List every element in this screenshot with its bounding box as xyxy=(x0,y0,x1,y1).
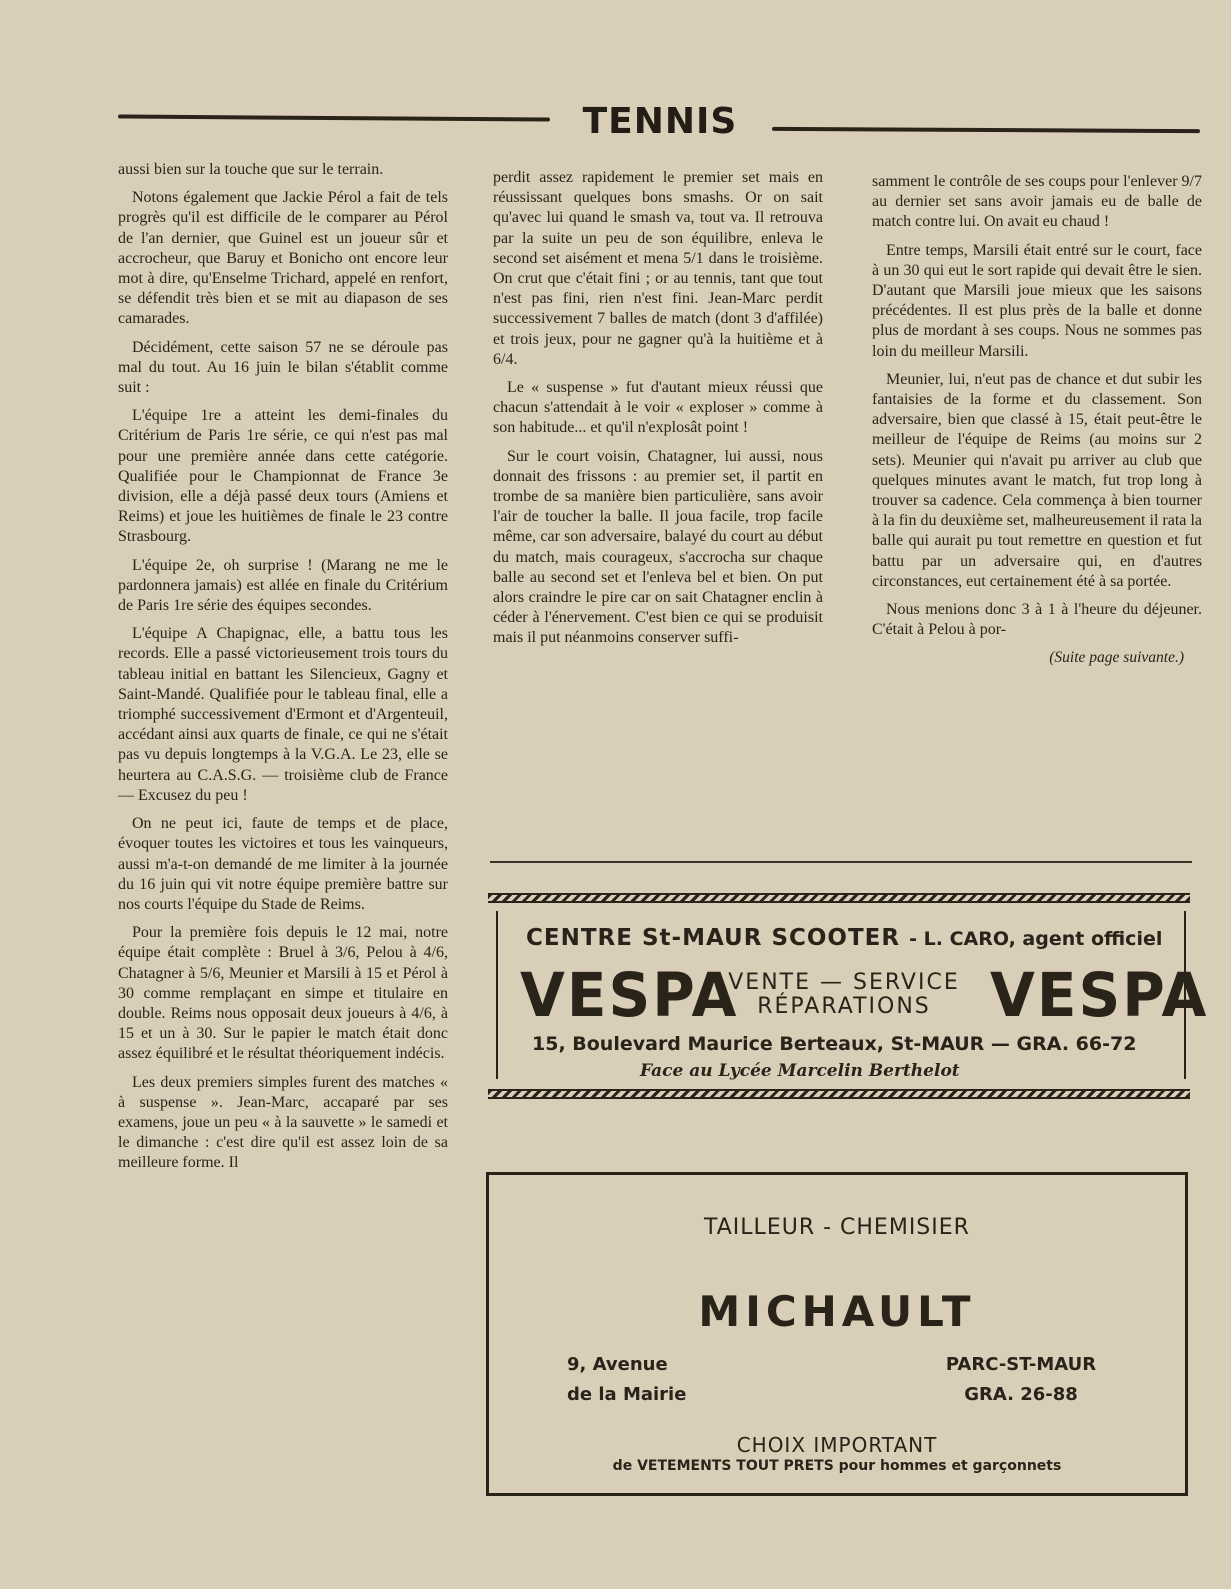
services-text xyxy=(706,971,982,1019)
stock-text: de VETEMENTS TOUT PRETS pour hommes et garçonnets xyxy=(612,1458,1062,1474)
paragraph: L'équipe 1re a atteint les demi-finales du Critérium de Paris 1re série, ce qui n'est pas mal pour une première année dans cette catégorie. Qualifiée pour le Championnat de France 3e division, elle a déjà passé deux tours (Amiens et Reims) et joue les huitièmes de finale le 23 contre Strasbourg. xyxy=(118,407,448,546)
choice-text: CHOIX IMPORTANT xyxy=(736,1433,938,1457)
header-rule-right xyxy=(772,127,1200,133)
brand-logo-left: VESPA xyxy=(520,959,739,1031)
shop-address xyxy=(567,1350,787,1410)
shop-city: PARC-ST-MAUR xyxy=(945,1354,1097,1375)
shop-name: MICHAULT xyxy=(698,1287,976,1336)
paragraph: Le « suspense » fut d'autant mieux réussi que chacun s'attendait à le voir « exploser » comme à son habitude... et qu'il n'explosât point ! xyxy=(493,379,823,437)
chain-border-bottom xyxy=(488,1089,1190,1099)
dealer-agent: - L. CARO, agent officiel xyxy=(909,928,1163,950)
dealer-name: CENTRE St-MAUR SCOOTER xyxy=(526,925,901,951)
article-column-2 xyxy=(493,168,823,657)
vespa-ad-frame xyxy=(496,911,1209,1081)
article-column-3 xyxy=(872,172,1202,669)
section-title: TENNIS xyxy=(582,101,738,142)
paragraph: Pour la première fois depuis le 12 mai, notre équipe était complète : Bruel à 3/6, Pelou à 4/6, Chatagner à 5/6, Meunier et Marsili à 15 et Pérol à 30 comme remplaçant en simpe et titulaire en double. Reims nous opposait deux joueurs à 4/6, à 15 et un à 30. Sur le papier le match était donc assez équilibré et le résultat théoriquement indécis. xyxy=(118,924,448,1063)
profession: TAILLEUR - CHEMISIER xyxy=(704,1215,970,1240)
shop-phone: GRA. 26-88 xyxy=(964,1384,1078,1405)
paragraph: L'équipe A Chapignac, elle, a battu tous les records. Elle a passé victorieusement trois tours du tableau initial en battant les Silencieux, Gagny et Saint-Mandé. Qualifiée pour le tableau final, elle a triomphé successivement d'Ermont et d'Argenteuil, accédant ainsi aux quarts de finale, ce qui ne s'était pas vu depuis longtemps à la V.G.A. Le 23, elle se heurtera au C.A.S.G. — troisième club de France — Excusez du peu ! xyxy=(118,625,448,804)
chain-border-top xyxy=(488,893,1190,903)
address-line-2: de la Mairie xyxy=(567,1384,687,1405)
shop-city-phone xyxy=(941,1350,1101,1410)
dealer-tagline: Face au Lycée Marcelin Berthelot xyxy=(640,1061,960,1081)
paragraph: perdit assez rapidement le premier set mais en réussissant quelques bons smashs. Or on sait qu'avec lui quand le smash va, tout va. Il retrouva par la suite un peu de son équilibre, enleva le second set aisément et mena 5/1 dans le troisième. On crut que c'était fini ; or au tennis, tant que tout n'est pas fini, rien n'est fini. Jean-Marc perdit successivement 7 balles de match (dont 3 d'affilée) et trois jeux, pour ne gagner qu'à la huitième et à 6/4. xyxy=(493,169,823,368)
paragraph: Meunier, lui, n'eut pas de chance et dut subir les fantaisies de la forme et du classement. Son adversaire, bien que classé à 15, était peut-être le meilleur de l'équipe de Reims (au moins sur 2 sets). Meunier qui n'avait pu arriver au club que quelques minutes avant le match, fut trop long à trouver sa cadence. Cela commença à bien tourner à la fin du deuxième set, malheureusement il rata la balle qui aurait pu tout remettre en question et fut battu par un adversaire qui, en d'autres circonstances, eut certainement été à sa portée. xyxy=(872,370,1202,590)
paragraph: L'équipe 2e, oh surprise ! (Marang ne me le pardonnera jamais) est allée en finale du Critérium de Paris 1re série des équipes secondes. xyxy=(118,556,448,615)
paragraph: Nous menions donc 3 à 1 à l'heure du déjeuner. C'était à Pelou à por- xyxy=(872,601,1202,639)
paragraph: Notons également que Jackie Pérol a fait de tels progrès qu'il est difficile de le comparer au Pérol de l'an dernier, que Guinel est un joueur sûr et accrocheur, que Baruy et Bonicho ont encore leur mot à dire, qu'Enselme Trichard, appelé en renfort, se défendit très bien et se mit au diapason de ses camarades. xyxy=(118,189,448,328)
brand-logo-right: VESPA xyxy=(990,959,1209,1031)
paragraph: aussi bien sur la touche que sur le terrain. xyxy=(118,161,384,178)
paragraph: Décidément, cette saison 57 ne se déroule pas mal du tout. Au 16 juin le bilan s'établit comme suit : xyxy=(118,338,448,397)
header-rule-left xyxy=(118,114,550,121)
paragraph: samment le contrôle de ses coups pour l'enlever 9/7 au dernier set sans avoir jamais eu de balle de match contre lui. On avait eu chaud ! xyxy=(872,173,1202,231)
paragraph: On ne peut ici, faute de temps et de place, évoquer toutes les victoires et tous les vainqueurs, aussi m'a-t-on demandé de me limiter à la journée du 16 juin qui vit notre équipe première battre sur nos courts l'équipe du Stade de Reims. xyxy=(118,815,448,913)
michault-advertisement xyxy=(486,1172,1188,1496)
paragraph: Entre temps, Marsili était entré sur le court, face à un 30 qui eut le sort rapide qui devait être le sien. D'autant que Marsili joue mieux que les saisons précédentes. Il est plus près de la balle et donne plus de mordant à ses coups. Nous ne sommes pas loin du meilleur Marsili. xyxy=(872,241,1202,360)
dealer-line xyxy=(526,925,1186,951)
divider-line xyxy=(490,861,1192,863)
address-line-1: 9, Avenue xyxy=(567,1354,668,1375)
paragraph: Les deux premiers simples furent des matches « à suspense ». Jean-Marc, accaparé par ses examens, joue un peu « à la sauvette » le samedi et le dimanche : c'est dire qu'il est assez loin de sa meilleure forme. Il xyxy=(118,1073,448,1172)
vespa-advertisement xyxy=(488,893,1209,1101)
dealer-address: 15, Boulevard Maurice Berteaux, St-MAUR — GRA. 66-72 xyxy=(532,1033,1137,1055)
continued-note: (Suite page suivante.) xyxy=(1049,649,1184,667)
services-line-2: RÉPARATIONS xyxy=(757,994,931,1019)
services-line-1: VENTE — SERVICE xyxy=(728,970,960,995)
article-column-1 xyxy=(118,160,448,1182)
paragraph: Sur le court voisin, Chatagner, lui aussi, nous donnait des frissons : au premier set, il partit en trombe de sa manière bien particulière, sans avoir l'air de toucher la balle. Il joua facile, trop facile même, car son adversaire, balayé du court au début du match, mais courageux, s'accrocha sur chaque balle au second set et l'enleva bel et bien. On put alors craindre le pire car on sait Chatagner enclin à céder à l'énervement. C'est bien ce qui se produisit mais il put néanmoins conserver suffi- xyxy=(493,447,823,647)
